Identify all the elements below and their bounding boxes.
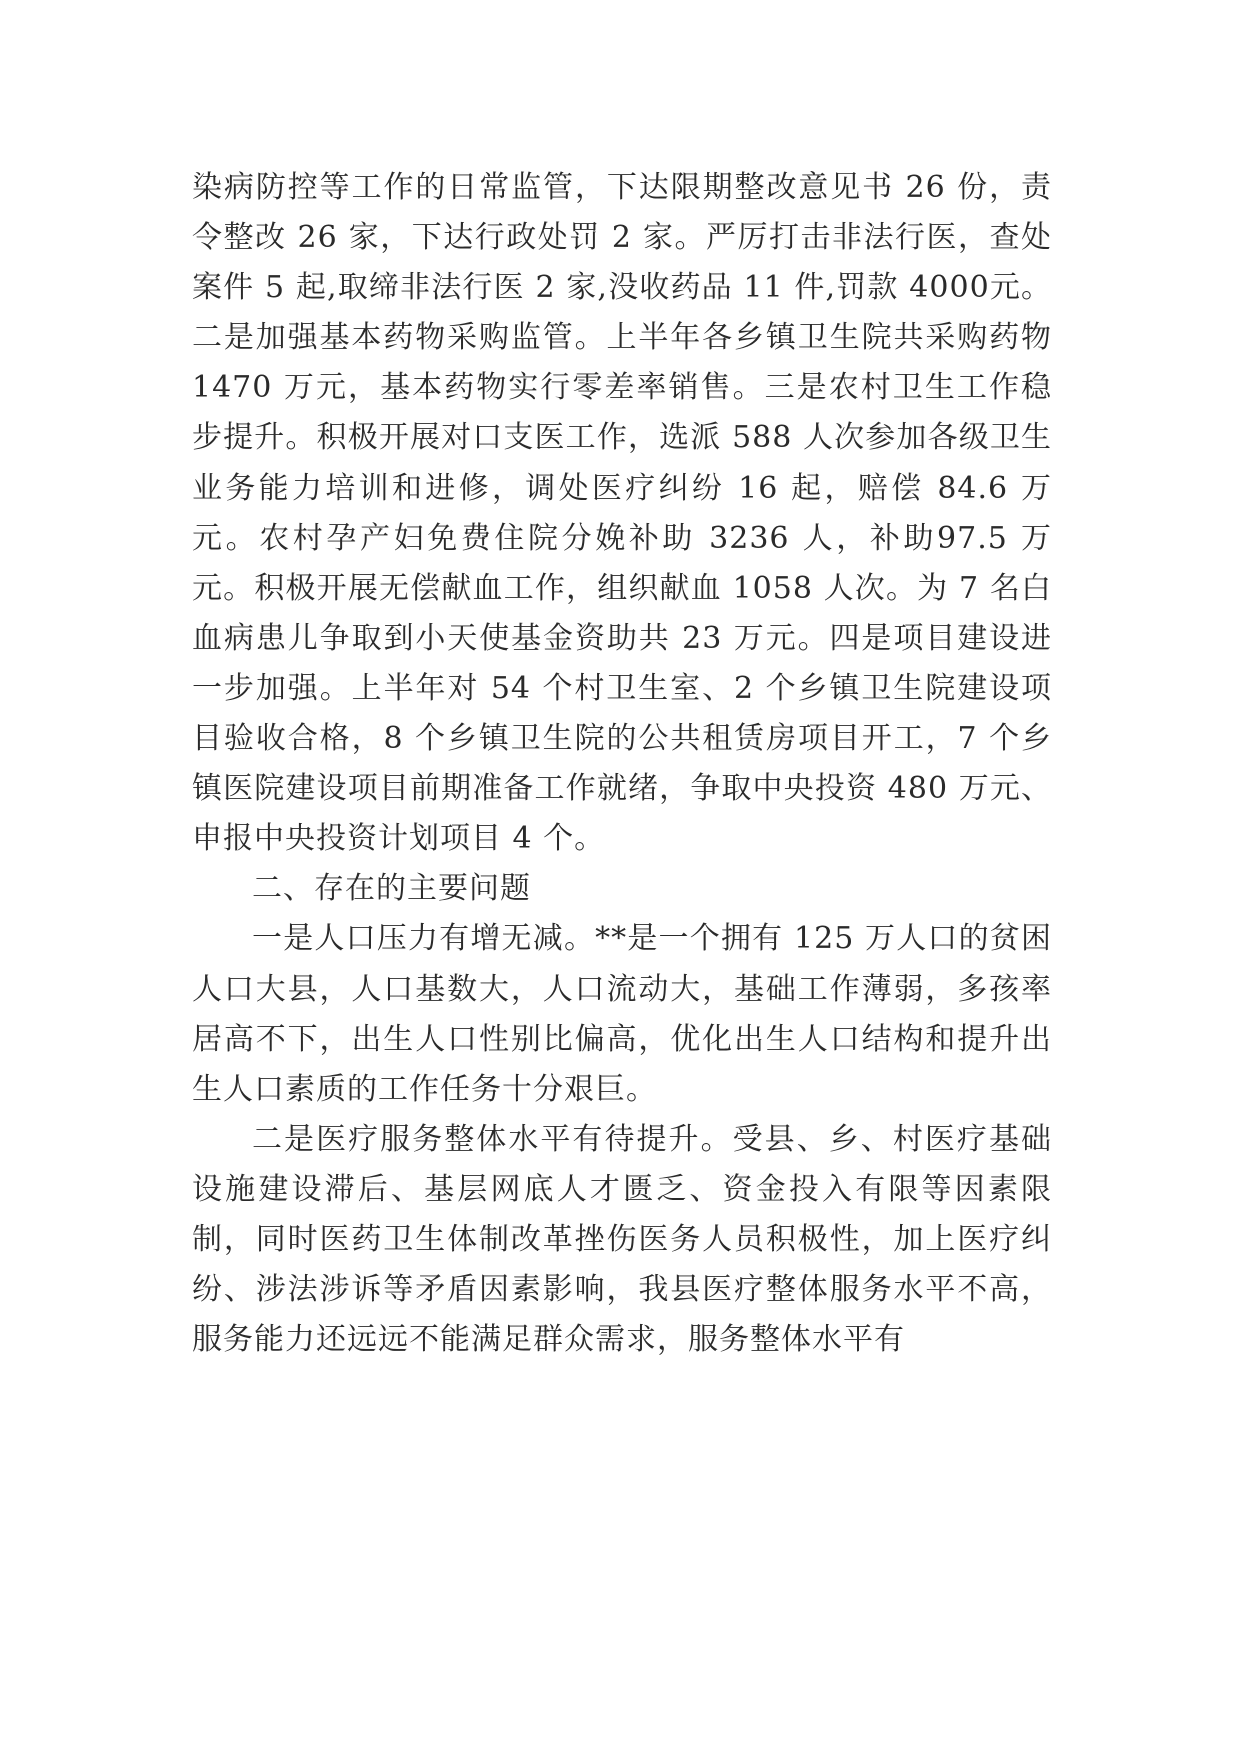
- paragraph-population-pressure: 一是人口压力有增无减。**是一个拥有 125 万人口的贫困人口大县，人口基数大，人口流动大，基础工作薄弱，多孩率居高不下，出生人口性别比偏高，优化出生人口结构和提升出生人口素质的工作任务十分艰巨。: [192, 921, 1052, 1107]
- section-heading-main-problems: 二、存在的主要问题: [252, 871, 531, 907]
- document-body: [192, 163, 1052, 1365]
- paragraph-medical-service-level: 二是医疗服务整体水平有待提升。受县、乡、村医疗基础设施建设滞后、基层网底人才匮乏、资金投入有限等因素限制，同时医药卫生体制改革挫伤医务人员积极性，加上医疗纠纷、涉法涉诉等矛盾因素影响，我县医疗整体服务水平不高，服务能力还远远不能满足群众需求，服务整体水平有: [192, 1121, 1052, 1358]
- paragraph-work-summary: 染病防控等工作的日常监管，下达限期整改意见书 26 份，责令整改 26 家，下达行政处罚 2 家。严厉打击非法行医，查处案件 5 起,取缔非法行医 2 家,没收药品 11 件,罚款 4000元。二是加强基本药物采购监管。上半年各乡镇卫生院共采购药物 1470 万元，基本药物实行零差率销售。三是农村卫生工作稳步提升。积极开展对口支医工作，选派 588 人次参加各级卫生业务能力培训和进修，调处医疗纠纷 16 起，赔偿 84.6 万元。农村孕产妇免费住院分娩补助 3236 人，补助97.5 万元。积极开展无偿献血工作，组织献血 1058 人次。为 7 名白血病患儿争取到小天使基金资助共 23 万元。四是项目建设进一步加强。上半年对 54 个村卫生室、2 个乡镇卫生院建设项目验收合格，8 个乡镇卫生院的公共租赁房项目开工，7 个乡镇医院建设项目前期准备工作就绪，争取中央投资 480 万元、申报中央投资计划项目 4 个。: [192, 170, 1052, 857]
